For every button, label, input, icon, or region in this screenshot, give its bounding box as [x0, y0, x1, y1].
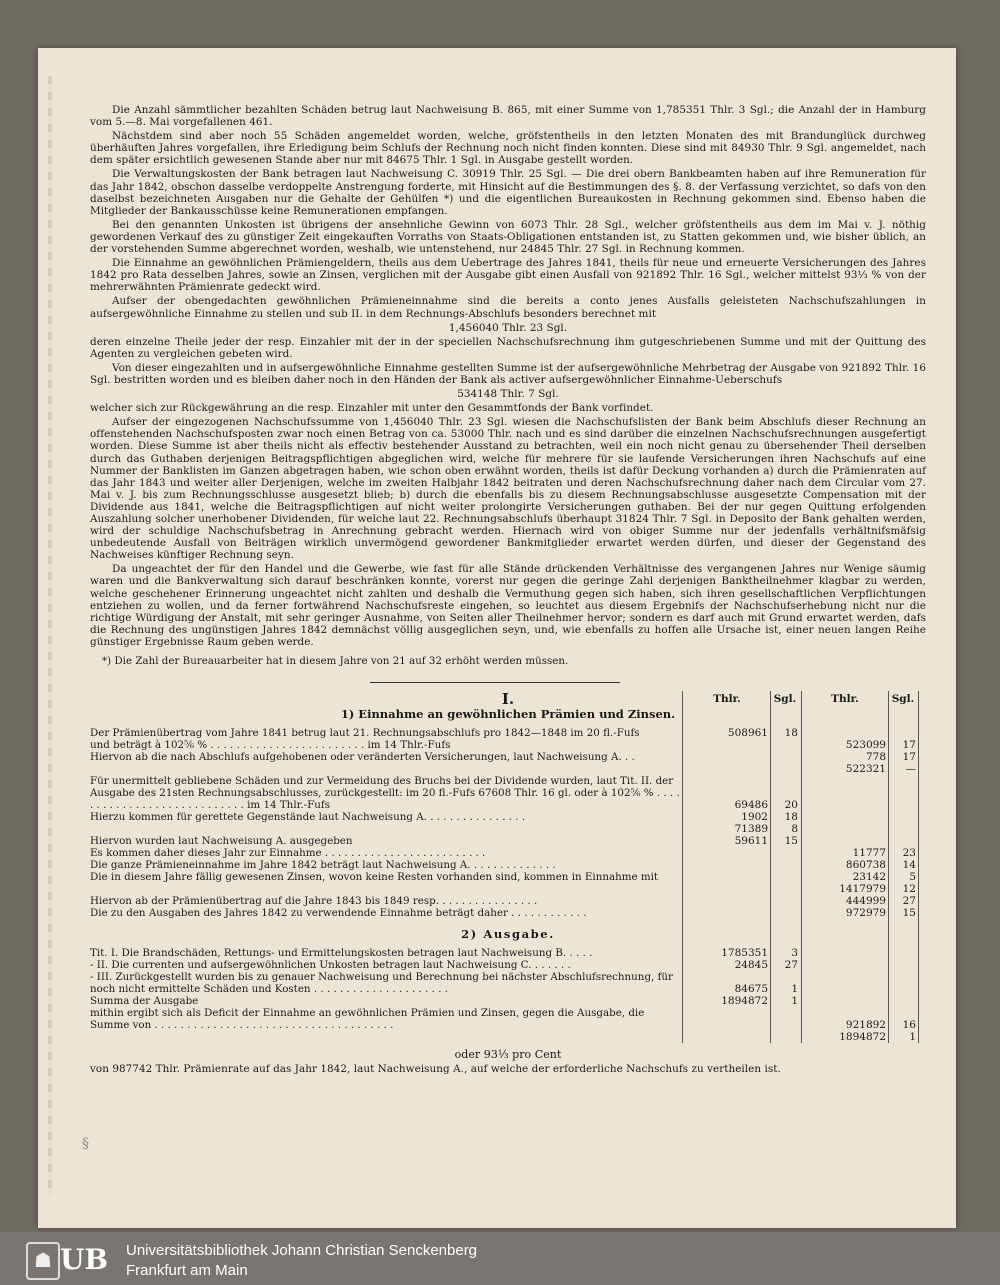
amount-cell: 20: [784, 799, 798, 812]
amount-cell: 1: [791, 995, 798, 1008]
col-header-thlr: Thlr.: [713, 693, 741, 706]
col-header-sgl: Sgl.: [773, 693, 797, 706]
row-label: Hiervon wurden laut Nachweisung A. ausgegeben: [90, 835, 353, 848]
row-label: [90, 763, 682, 775]
amount-cell: 15: [784, 835, 798, 848]
paragraph: Die Einnahme an gewöhnlichen Prämiengeldern, theils aus dem Uebertrage des Jahres 1841, theils für neue und erneuerte Versicherungen des Jahres 1842 pro Rata desselben Jahres, sowie an Zinsen, verglichen mit der Ausgabe gibt einen Ausfall von 921892 Thlr. 16 Sgl., welcher mittelst 93⅓ % von der mehrerwähnten Prämienrate gedeckt wird.: [90, 257, 926, 294]
amount-cell: 1894872: [721, 995, 768, 1008]
amount-cell: 1785351: [721, 947, 768, 960]
amount-cell: 8: [791, 823, 798, 836]
library-footer: [0, 1232, 1000, 1285]
amount-cell: 522321: [845, 763, 886, 776]
row-label: - II. Die currenten und aufsergewöhnlichen Unkosten betragen laut Nachweisung C. . . . . . .: [90, 959, 571, 972]
amount-cell: 778: [865, 751, 886, 764]
paragraph: Da ungeachtet der für den Handel und die Gewerbe, wie fast für alle Stände drückenden Verhältnisse des vergangenen Jahres nur Wenige säumig waren und die Bankverwaltung sich darauf beschränken konnte, vorerst nur gegen die geringe Zahl derjenigen Banktheilnehmer klagbar zu werden, welche geschehener Erinnerung ungeachtet nicht zahlten und deshalb die Vermuthung gegen sich haben, sich ihren gesellschaftlichen Verpflichtungen entziehen zu wollen, und da ferner fortwährend Nachschufsreste eingehen, so leuchtet aus diesem Ergebnifs der Nachschufserhebung nicht nur die richtige Würdigung der Anstalt, mit sehr geringer Ausnahme, von Seiten aller Theilnehmer hervor; sondern es darf auch mit Grund erwartet werden, dafs die Rechnung des ungünstigen Jahres 1842 demnächst völlig ausgeglichen seyn, und, wie ebenfalls zu hoffen alle Ursache ist, einer neuen langen Reihe günstiger Ergebnisse Raum geben werde.: [90, 563, 926, 648]
row-label: und beträgt à 102⅚ % . . . . . . . . . . . . . . . . . . . . . . . . im 14 Thlr.-Fufs: [90, 739, 451, 752]
row-label: mithin ergibt sich als Deficit der Einnahme an gewöhnlichen Prämien und Zinsen, gegen die Ausgabe, die Summe von . . . . . . . . . . . . . . . . . . . . . . . . . . . . . . . . . . . . .: [90, 1007, 645, 1032]
row-label: Die ganze Prämieneinnahme im Jahre 1842 beträgt laut Nachweisung A. . . . . . . . . . . . . .: [90, 859, 556, 872]
amount-cell: 1: [791, 983, 798, 996]
amount-cell: 860738: [845, 859, 886, 872]
amount-cell: 23: [902, 847, 916, 860]
seal-icon: ☗: [26, 1242, 60, 1280]
amount-cell: —: [905, 763, 916, 776]
row-label: Tit. I. Die Brandschäden, Rettungs- und Ermittelungskosten betragen laut Nachweisung B. . . . .: [90, 947, 593, 960]
amount-cell: 17: [902, 739, 916, 752]
paragraph: Die Anzahl sämmtlicher bezahlten Schäden betrug laut Nachweisung B. 865, mit einer Summe von 1,785351 Thlr. 3 Sgl.; die Anzahl der in Hamburg vom 5.—8. Mai vorgefallenen 461.: [90, 104, 926, 129]
amount-cell: 18: [784, 811, 798, 824]
row-label: Summa der Ausgabe: [90, 995, 199, 1008]
row-label: Hiervon ab die nach Abschlufs aufgehobenen oder veränderten Versicherungen, laut Nachweisung A. . .: [90, 751, 635, 764]
document-body: [90, 104, 926, 1077]
amount-line: 534148 Thlr. 7 Sgl.: [457, 388, 559, 401]
amount-cell: 508961: [727, 727, 768, 740]
amount-cell: 12: [902, 883, 916, 896]
paragraph: Aufser der eingezogenen Nachschufssumme von 1,456040 Thlr. 23 Sgl. wiesen die Nachschufslisten der Bank beim Abschlufs dieser Rechnung an offenstehenden Nachschufsposten zwar noch einen Betrag von ca. 53000 Thlr. nach und es sind darüber die einzelnen Nachschufsrechnungen ausgefertigt worden. Diese Summe ist aber theils nicht als effectiv bestehender Ausstand zu betrachten, weil ein noch nicht genau zu übersehender Theil derselben durch das Guthaben derjenigen Beitragspflichtigen abgeglichen wird, welche für mehrere für sie laufende Versicherungen ihren Nachschufs auf eine Nummer der Banklisten im Ganzen abgetragen haben, wie schon oben erwähnt worden, theils ist dafür Deckung vorhanden a) durch die Prämienraten auf das Jahr 1843 und weiter aller Derjenigen, welche im zweiten Halbjahr 1842 beitraten und deren Nachschufsrechnung daher nach dem Circular vom 27. Mai v. J. bis zum Rechnungsschlusse ausgesetzt blieb; b) durch die ebenfalls bis zu diesem Rechnungsabschlusse ausgesetzte Compensation mit der Dividende aus 1841, welche die Beitragspflichtigen auf nicht weiter prolongirte Versicherungen guthaben. Bei der nur gegen Quittung erfolgenden Auszahlung solcher unerhobener Dividenden, für welche laut 22. Rechnungsabschlufs überhaupt 31824 Thlr. 7 Sgl. in Deposito der Bank gehalten werden, wird der schuldige Nachschufsbetrag in Anrechnung gebracht werden. Hiernach wird von obiger Summe nur der jedenfalls verhältnifsmäfsig unbedeutende Ausfall von Beiträgen wirklich unvermögend gewordener Bankmitglieder erwartet werden dürfen, und dieser der Gegenstand des Nachweises künftiger Rechnung seyn.: [90, 416, 926, 562]
section-heading: 1) Einnahme an gewöhnlichen Prämien und Zinsen.: [340, 707, 676, 722]
col-header-sgl-2: Sgl.: [891, 693, 915, 706]
amount-cell: 11777: [852, 847, 886, 860]
paragraph: deren einzelne Theile jeder der resp. Einzahler mit der in der speciellen Nachschufsrechnung ihm gutgeschriebenen Summe und mit der Quittung des Agenten zu vergleichen gebeten wird.: [90, 335, 926, 360]
row-label: [90, 823, 682, 835]
row-label: Die in diesem Jahre fällig gewesenen Zinsen, wovon keine Resten vorhanden sind, kommen in Einnahme mit: [90, 871, 659, 884]
library-city: Frankfurt am Main: [126, 1262, 248, 1279]
amount-cell: 1902: [741, 811, 768, 824]
amount-cell: 17: [902, 751, 916, 764]
paragraph: welcher sich zur Rückgewährung an die resp. Einzahler mit unter den Gesammtfonds der Bank vorfindet.: [90, 402, 654, 415]
paragraph: Nächstdem sind aber noch 55 Schäden angemeldet worden, welche, gröfstentheils in den letzten Monaten des mit Brandunglück durchweg überhäuften Jahres vorgefallen, ihre Erledigung beim Schlufs der Rechnung noch nicht finden konnten. Diese sind mit 84930 Thlr. 9 Sgl. angemeldet, nach dem später ersichtlich gewesenen Stande aber nur mit 84675 Thlr. 1 Sgl. in Ausgabe gestellt worden.: [90, 130, 926, 167]
column-rule: [770, 691, 771, 1043]
paragraph: Aufser der obengedachten gewöhnlichen Prämieneinnahme sind die bereits a conto jenes Ausfalls geleisteten Nachschufszahlungen in aufsergewöhnliche Einnahme zu stellen und sub II. in dem Rechnungs-Abschlufs besonders berechnet mit: [90, 295, 926, 320]
percent-line: oder 93⅓ pro Cent: [454, 1048, 562, 1062]
col-header-thlr-2: Thlr.: [831, 693, 859, 706]
paragraph: Die Verwaltungskosten der Bank betragen laut Nachweisung C. 30919 Thlr. 25 Sgl. — Die drei obern Bankbeamten haben auf ihre Remuneration für das Jahr 1842, obschon dasselbe verdoppelte Anstrengung forderte, mit Hinsicht auf die Bestimmungen des §. 8. der Verfassung verzichtet, so dafs von den daselbst bezeichneten Ausgaben nur die Gehalte der Gehülfen *) und die eigentlichen Bureaukosten in Rechnung gekommen sind. Ebenso haben die Mitglieder der Bankausschüsse keine Remunerationen empfangen.: [90, 168, 926, 217]
row-label: Hiervon ab der Prämienübertrag auf die Jahre 1843 bis 1849 resp. . . . . . . . . . . . . . . .: [90, 895, 538, 908]
library-logo: [26, 1240, 118, 1278]
footnote: *) Die Zahl der Bureauarbeiter hat in diesem Jahre von 21 auf 32 erhöht werden müssen.: [102, 656, 569, 668]
library-name: Universitätsbibliothek Johann Christian Senckenberg: [126, 1242, 478, 1259]
column-rule: [682, 691, 683, 1043]
amount-cell: 14: [902, 859, 916, 872]
column-rule: [888, 691, 889, 1043]
row-label: Die zu den Ausgaben des Jahres 1842 zu verwendende Einnahme beträgt daher . . . . . . . . . . . .: [90, 907, 587, 920]
amount-cell: 3: [791, 947, 798, 960]
row-label: Der Prämienübertrag vom Jahre 1841 betrug laut 21. Rechnungsabschlufs pro 1842—1848 im 20 fl.-Fufs: [90, 727, 640, 740]
binding-edge: [48, 76, 52, 1196]
amount-cell: 27: [784, 959, 798, 972]
row-label: Es kommen daher dieses Jahr zur Einnahme . . . . . . . . . . . . . . . . . . . . . . . . .: [90, 847, 486, 860]
row-label: - III. Zurückgestellt wurden bis zu genauer Nachweisung und Berechnung bei nächster Abschlufsrechnung, für noch nicht ermittelte Schäden und Kosten . . . . . . . . . . . . . . . . . . . . .: [90, 971, 673, 996]
amount-cell: 24845: [734, 959, 768, 972]
amount-cell: 1894872: [839, 1031, 886, 1044]
amount-cell: 444999: [845, 895, 886, 908]
amount-cell: 16: [902, 1019, 916, 1032]
amount-cell: 69486: [734, 799, 768, 812]
amount-cell: 18: [784, 727, 798, 740]
amount-line: 1,456040 Thlr. 23 Sgl.: [448, 321, 568, 334]
row-label: [90, 1031, 682, 1043]
amount-cell: 921892: [845, 1019, 886, 1032]
separator-rule: [370, 682, 620, 683]
amount-cell: 59611: [734, 835, 768, 848]
amount-cell: 23142: [852, 871, 886, 884]
amount-cell: 71389: [734, 823, 768, 836]
row-label: [90, 883, 682, 895]
amount-cell: 972979: [845, 907, 886, 920]
amount-cell: 84675: [734, 983, 768, 996]
column-rule: [801, 691, 802, 1043]
logo-text: UB: [60, 1243, 109, 1276]
amount-cell: 1417979: [839, 883, 886, 896]
document-page: [38, 48, 956, 1228]
paragraph: Von dieser eingezahlten und in aufsergewöhnliche Einnahme gestellten Summe ist der aufsergewöhnliche Mehrbetrag der Ausgabe von 921892 Thlr. 16 Sgl. bestritten worden und es bleiben daher noch in den Händen der Bank als activer aufsergewöhnlicher Einnahme-Ueberschufs: [90, 361, 926, 386]
row-label: Für unermittelt gebliebene Schäden und zur Vermeidung des Bruchs bei der Dividende wurden, laut Tit. II. der Ausgabe des 21sten Rechnungsabschlusses, zurückgestellt: im 20 fl.-Fufs 67608 Thlr. 16 gl. oder à 102⅚ % . . . . . . . . . . . . . . . . . . . . . . . . . . . . im 14 Thlr.-Fufs: [90, 775, 680, 812]
account-table: [90, 691, 926, 1043]
amount-cell: 27: [902, 895, 916, 908]
page-marker: §: [82, 1136, 89, 1152]
amount-cell: 523099: [845, 739, 886, 752]
row-label: Hierzu kommen für gerettete Gegenstände laut Nachweisung A. . . . . . . . . . . . . . . .: [90, 811, 526, 824]
final-line: von 987742 Thlr. Prämienrate auf das Jahr 1842, laut Nachweisung A., auf welche der erforderliche Nachschufs zu vertheilen ist.: [90, 1063, 781, 1076]
section-number: I.: [501, 690, 515, 709]
paragraph: Bei den genannten Unkosten ist übrigens der ansehnliche Gewinn von 6073 Thlr. 28 Sgl., welcher gröfstentheils aus dem im Mai v. J. nöthig gewordenen Verkauf des zu günstiger Zeit eingekauften Vorraths von Staats-Obligationen entstanden ist, zu Statten gekommen und, wie bisher üblich, an der vorstehenden Summe abgerechnet worden, weshalb, wie untenstehend, nur 24845 Thlr. 27 Sgl. in Rechnung kommen.: [90, 218, 926, 256]
amount-cell: 1: [909, 1031, 916, 1044]
amount-cell: 5: [909, 871, 916, 884]
amount-cell: 15: [902, 907, 916, 920]
column-rule: [918, 691, 919, 1043]
section-heading: 2) Ausgabe.: [461, 927, 555, 942]
